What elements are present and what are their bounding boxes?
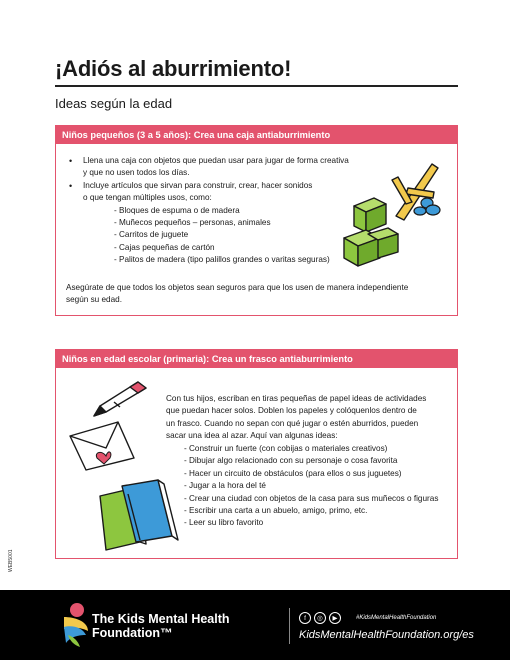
intro-line: que puedan hacer solos. Doblen los papeles y colóquenlos dentro de xyxy=(166,406,417,416)
list-item: - Construir un fuerte (con cobijas o materiales creativos) xyxy=(184,444,388,453)
activity-list xyxy=(184,443,454,530)
brand-line: Foundation™ xyxy=(92,626,173,640)
sub-item: - Cajas pequeñas de cartón xyxy=(114,242,215,252)
sub-item: - Muñecos pequeños – personas, animales xyxy=(114,218,271,228)
footer xyxy=(0,590,510,660)
note-line: según su edad. xyxy=(66,295,122,305)
list-item-line: o que tengan múltiples usos, como: xyxy=(83,193,212,203)
list-item: - Hacer un circuito de obstáculos (para ellos o sus juguetes) xyxy=(184,468,402,478)
brand-name xyxy=(92,612,230,640)
sub-item: - Palitos de madera (tipo palillos grandes o varitas seguras) xyxy=(114,255,330,265)
foundation-logo xyxy=(60,601,92,649)
sub-item: - Carritos de juguete xyxy=(114,230,189,240)
page-subtitle: Ideas según la edad xyxy=(55,96,173,111)
page-title: ¡Adiós al aburrimiento! xyxy=(55,56,292,81)
list-item-line: • Llena una caja con objetos que puedan usar para jugar de forma creativa xyxy=(83,156,349,165)
sub-item: - Bloques de espuma o de madera xyxy=(114,205,240,215)
list-item xyxy=(66,180,366,205)
instagram-icon[interactable]: ◎ xyxy=(314,612,326,624)
footer-divider xyxy=(289,608,290,644)
list-item: - Jugar a la hora del té xyxy=(184,481,266,491)
title-divider xyxy=(55,85,458,87)
list-item: - Leer su libro favorito xyxy=(184,518,264,528)
list-item: - Escribir una carta a un abuelo, amigo, primo, etc. xyxy=(184,506,368,516)
note-line: Asegúrate de que todos los objetos sean seguros para que los usen de manera independiente xyxy=(66,283,409,292)
section-toddlers xyxy=(55,125,458,316)
books-icon xyxy=(94,478,184,556)
intro-line: un frasco. Cuando no sepan con qué jugar o estén aburridos, pueden xyxy=(166,418,419,428)
social-links xyxy=(299,612,341,624)
hashtag: #KidsMentalHealthFoundation xyxy=(356,615,437,621)
document-code: WEB5001 xyxy=(8,549,14,572)
pen-icon xyxy=(86,376,156,421)
list-item xyxy=(66,155,366,180)
intro-line: sacar una idea al azar. Aquí van algunas ideas: xyxy=(166,431,338,441)
facebook-icon[interactable]: f xyxy=(299,612,311,624)
envelope-icon xyxy=(66,418,146,473)
toddler-list xyxy=(66,155,366,267)
list-item-line: • Incluye artículos que sirvan para construir, crear, hacer sonidos xyxy=(83,180,313,190)
blocks-and-sticks-illustration xyxy=(334,158,454,293)
section-school-age xyxy=(55,349,458,559)
toy-figures-icon xyxy=(414,198,440,215)
green-blocks-icon xyxy=(344,198,398,266)
youtube-icon[interactable]: ▶ xyxy=(329,612,341,624)
jar-intro xyxy=(166,393,451,443)
section-school-age-header: Niños en edad escolar (primaria): Crea un frasco antiaburrimiento xyxy=(56,350,457,368)
list-item-line: y que no usen todos los días. xyxy=(83,168,190,178)
list-item: - Crear una ciudad con objetos de la casa para sus muñecos o figuras xyxy=(184,493,439,503)
section-toddlers-header: Niños pequeños (3 a 5 años): Crea una caja antiaburrimiento xyxy=(56,126,457,144)
website-link[interactable]: KidsMentalHealthFoundation.org/es xyxy=(299,629,474,641)
intro-line: Con tus hijos, escriban en tiras pequeñas de papel ideas de actividades xyxy=(166,394,427,403)
brand-line: The Kids Mental Health xyxy=(92,612,230,626)
list-item: - Dibujar algo relacionado con su personaje o cosa favorita xyxy=(184,456,398,466)
